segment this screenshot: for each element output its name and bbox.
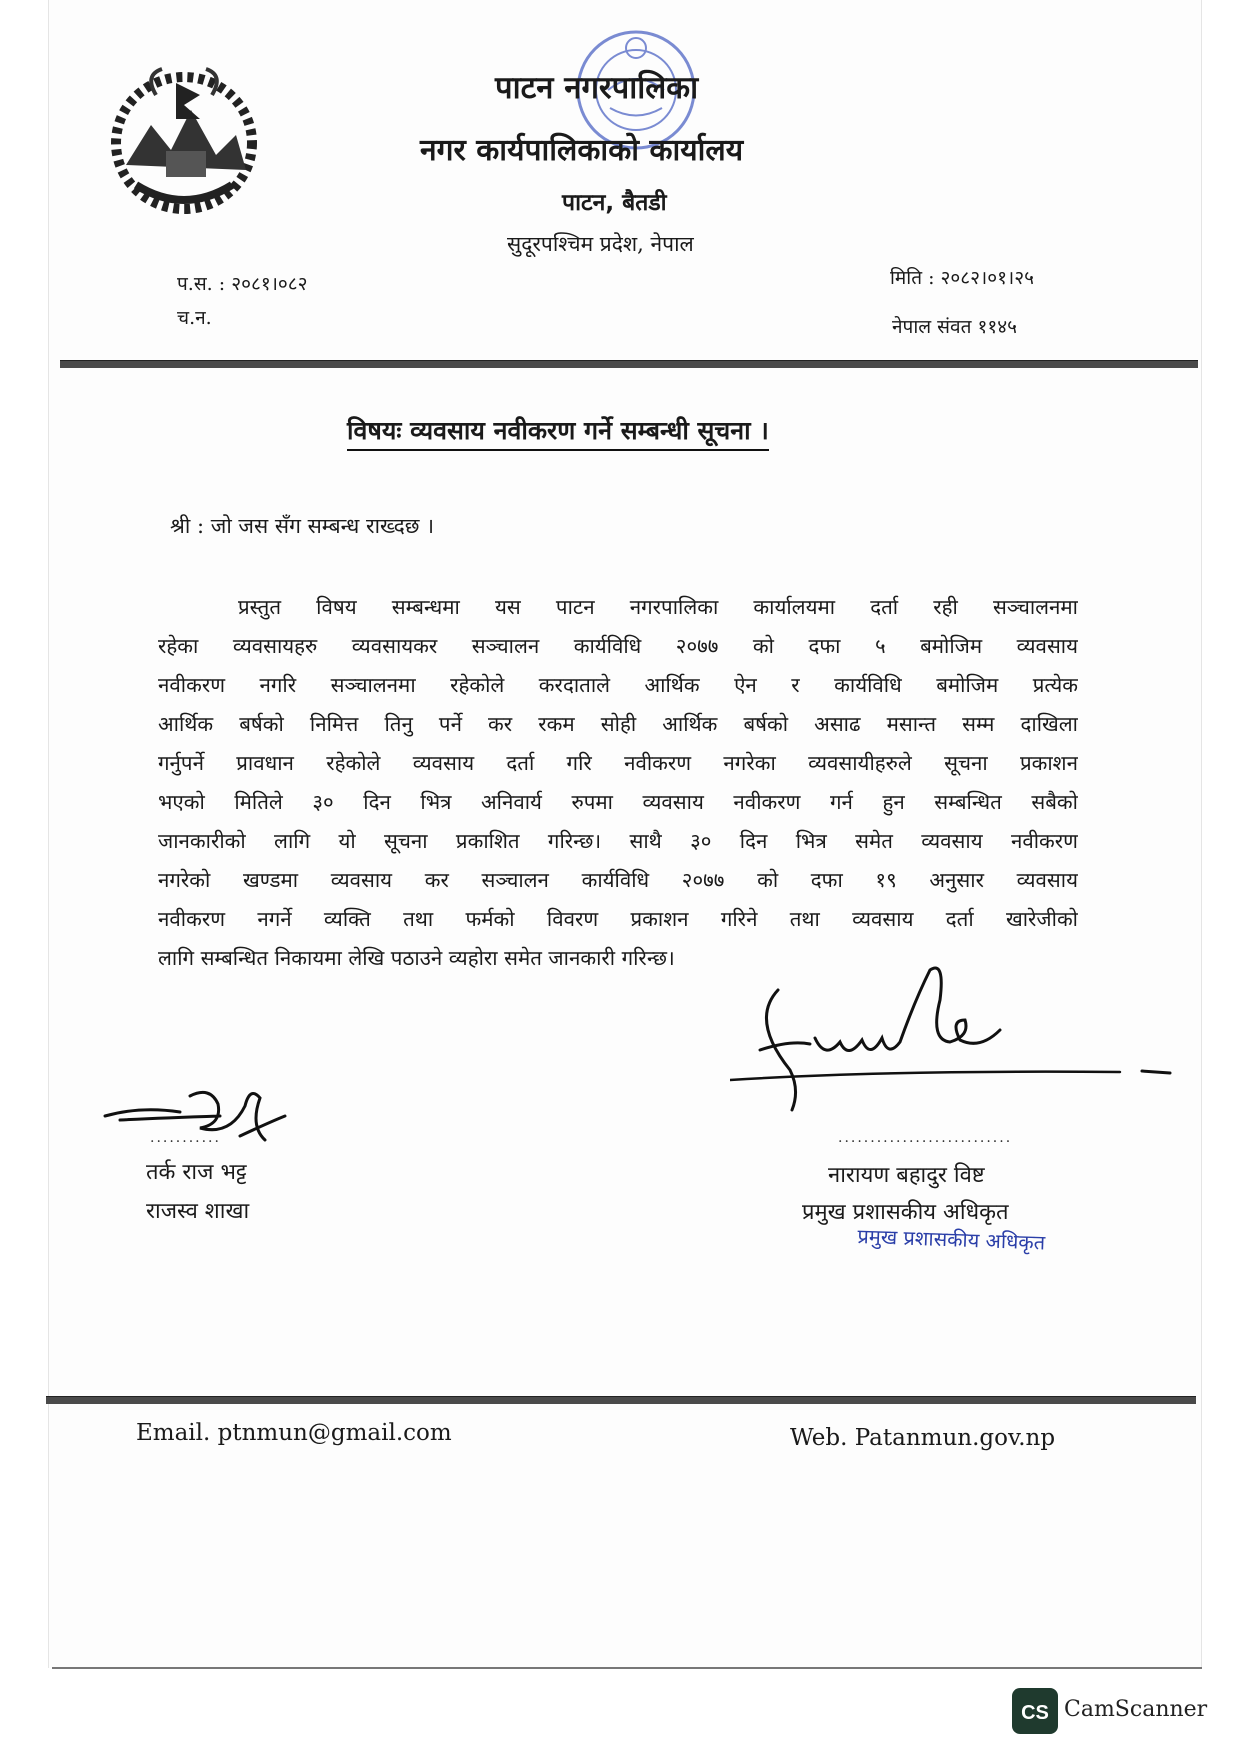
body-line: नवीकरण नगरि सञ्चालनमा रहेकोले करदाताले आर्थिक ऐन र कार्यविधि बमोजिम प्रत्येक — [158, 673, 1078, 697]
camscanner-badge-text: CS — [1021, 1702, 1049, 1724]
dispatch-number: च.न. — [177, 307, 212, 329]
signature-line-left: ........... — [150, 1130, 221, 1146]
revenue-officer-title: राजस्व शाखा — [146, 1199, 250, 1224]
nepal-sambat-date: नेपाल संवत ११४५ — [892, 316, 1017, 338]
body-line: प्रस्तुत विषय सम्बन्धमा यस पाटन नगरपालिका कार्यालयमा दर्ता रही सञ्चालनमा — [238, 595, 1078, 619]
body-line: भएको मितिले ३० दिन भित्र अनिवार्य रुपमा व्यवसाय नवीकरण गर्न हुन सम्बन्धित सबैको — [158, 790, 1078, 814]
page-bottom-edge — [52, 1667, 1202, 1669]
footer-divider — [46, 1396, 1196, 1404]
body-line: गर्नुपर्ने प्रावधान रहेकोले व्यवसाय दर्ता गरि नवीकरण नगरेका व्यवसायीहरुले सूचना प्रकाशन — [158, 751, 1078, 775]
footer-email: Email. ptnmun@gmail.com — [136, 1420, 452, 1446]
office-location: पाटन, बैतडी — [562, 190, 667, 216]
revenue-officer-name: तर्क राज भट्ट — [146, 1160, 247, 1185]
chief-officer-title: प्रमुख प्रशासकीय अधिकृत — [802, 1200, 1009, 1225]
body-line: लागि सम्बन्धित निकायमा लेखि पठाउने व्यहोरा समेत जानकारी गरिन्छ। — [158, 946, 675, 970]
nepal-emblem-icon — [96, 55, 272, 221]
footer-website: Web. Patanmun.gov.np — [790, 1425, 1056, 1451]
camscanner-watermark: CamScanner — [1064, 1697, 1208, 1722]
body-line: रहेका व्यवसायहरु व्यवसायकर सञ्चालन कार्यविधि २०७७ को दफा ५ बमोजिम व्यवसाय — [158, 634, 1078, 658]
body-line: नगरेको खण्डमा व्यवसाय कर सञ्चालन कार्यविधि २०७७ को दफा १९ अनुसार व्यवसाय — [158, 868, 1078, 892]
chief-officer-signature — [730, 960, 1180, 1120]
signature-line-right: ........................... — [838, 1130, 1013, 1146]
body-line: नवीकरण नगर्ने व्यक्ति तथा फर्मको विवरण प्रकाशन गरिने तथा व्यवसाय दर्ता खारेजीको — [158, 907, 1078, 931]
notice-body — [158, 593, 1078, 983]
municipality-name: पाटन नगरपालिका — [495, 70, 699, 106]
header-divider — [60, 360, 1198, 368]
camscanner-logo-icon — [1012, 1688, 1058, 1734]
province-name: सुदूरपश्चिम प्रदेश, नेपाल — [507, 232, 694, 256]
body-line: आर्थिक बर्षको निमित्त तिनु पर्ने कर रकम सोही आर्थिक बर्षको असाढ मसान्त सम्म दाखिला — [158, 712, 1078, 736]
designation-stamp: प्रमुख प्रशासकीय अधिकृत — [857, 1223, 1046, 1255]
letter-number: प.स. : २०८१।०८२ — [177, 273, 308, 295]
salutation: श्री : जो जस सँग सम्बन्ध राख्दछ । — [170, 514, 435, 538]
office-name: नगर कार्यपालिकाको कार्यालय — [420, 133, 744, 168]
letter-subject: विषयः व्यवसाय नवीकरण गर्ने सम्बन्धी सूचना । — [347, 413, 769, 451]
letter-date: मिति : २०८२।०१।२५ — [890, 267, 1034, 289]
body-line: जानकारीको लागि यो सूचना प्रकाशित गरिन्छ। साथै ३० दिन भित्र समेत व्यवसाय नवीकरण — [158, 829, 1078, 853]
chief-officer-name: नारायण बहादुर विष्ट — [828, 1163, 985, 1188]
